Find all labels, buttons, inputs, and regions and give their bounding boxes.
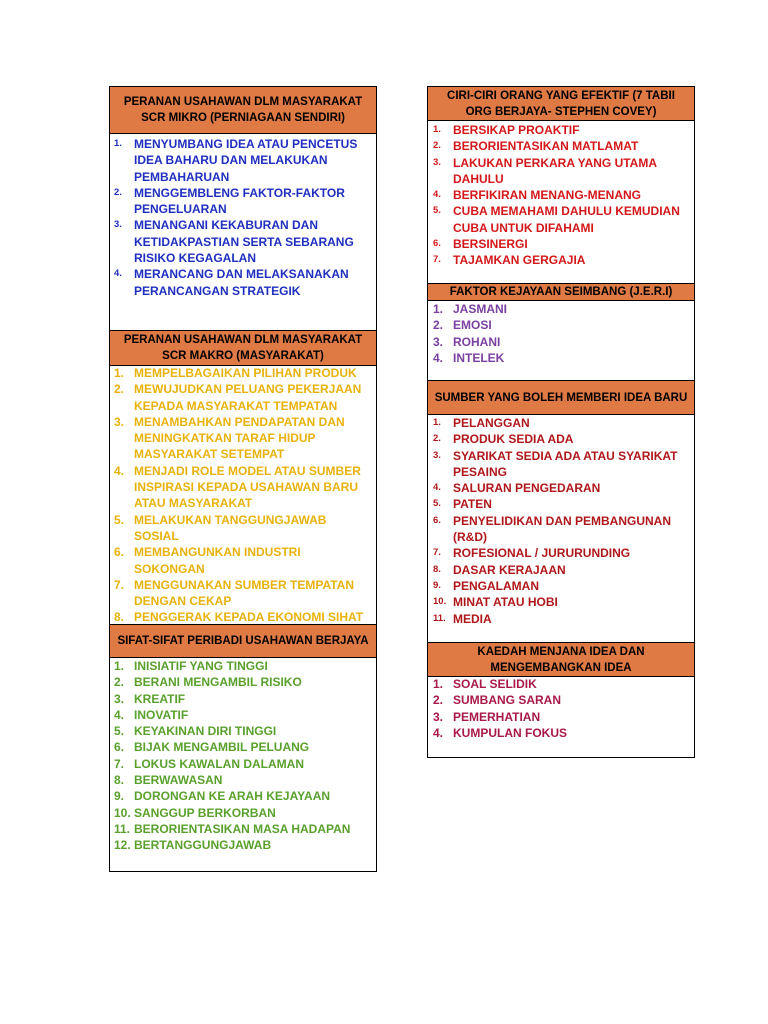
list-item-number: 10. [433, 596, 447, 608]
kaedah-section-title: KAEDAH MENJANA IDEA DAN MENGEMBANGKAN IDEA [477, 645, 645, 674]
sumber-section-title: SUMBER YANG BOLEH MEMBERI IDEA BARU [434, 391, 688, 404]
list-item [114, 772, 372, 788]
list-item [114, 365, 372, 381]
list-item-number: 3. [114, 691, 125, 706]
list-item [114, 136, 372, 185]
list-item-text: BERORIENTASIKAN MATLAMAT [453, 139, 639, 154]
list-item [433, 725, 691, 741]
list-item-number: 7. [433, 254, 441, 266]
list-item-text: BERTANGGUNGJAWAB [134, 838, 272, 853]
list-item-text: INTELEK [453, 350, 505, 365]
makro-section-header [109, 330, 377, 366]
mikro-list [114, 136, 372, 299]
mikro-section-header [109, 86, 377, 134]
list-item-text: CUBA MEMAHAMI DAHULU KEMUDIAN CUBA UNTUK DIFAHAMI [453, 204, 680, 235]
makro-section-title: PERANAN USAHAWAN DLM MASYARAKAT SCR MAKRO (MASYARAKAT) [123, 334, 363, 362]
list-item-text: INOVATIF [134, 707, 189, 722]
list-item-text: TAJAMKAN GERGAJIA [453, 253, 586, 268]
list-item-text: PENYELIDIKAN DAN PEMBANGUNAN (R&D) [453, 513, 672, 545]
list-item-number: 4. [114, 268, 122, 280]
list-item-text: BERORIENTASIKAN MASA HADAPAN [134, 821, 351, 836]
list-item [433, 676, 691, 692]
list-item-number: 9. [114, 789, 125, 804]
list-item [433, 594, 691, 610]
list-item-text: PEMERHATIAN [453, 709, 541, 724]
list-item-text: SUMBANG SARAN [453, 693, 561, 708]
list-item [433, 709, 691, 725]
faktor-section-header [427, 283, 695, 301]
list-item-number: 4. [114, 707, 125, 722]
list-item-number: 8. [114, 773, 125, 788]
list-item [114, 544, 372, 577]
makro-list [114, 365, 372, 626]
list-item-text: BERSINERGI [453, 237, 528, 252]
list-item-number: 4. [433, 725, 444, 740]
list-item-text: MENJADI ROLE MODEL ATAU SUMBER INSPIRASI KEPADA USAHAWAN BARU ATAU MASYARAKAT [134, 463, 361, 511]
list-item-number: 7. [114, 577, 125, 592]
list-item-number: 3. [433, 449, 441, 461]
list-item [433, 513, 691, 546]
list-item [114, 512, 372, 545]
list-item-text: MEDIA [453, 611, 492, 626]
list-item [114, 739, 372, 755]
list-item [114, 217, 372, 266]
list-item-text: INISIATIF YANG TINGGI [134, 659, 268, 673]
list-item [114, 691, 372, 707]
list-item-text: DORONGAN KE ARAH KEJAYAAN [134, 789, 331, 804]
list-item-number: 4. [433, 482, 441, 494]
list-item-number: 1. [433, 302, 444, 316]
list-item-number: 1. [114, 366, 125, 380]
list-item-number: 5. [433, 205, 441, 217]
list-item [114, 266, 372, 299]
list-item-number: 2. [433, 318, 444, 333]
sifat-section-header [109, 624, 377, 658]
list-item [433, 138, 691, 154]
list-item-text: PENGALAMAN [453, 578, 539, 593]
list-item-text: MENGGEMBLENG FAKTOR-FAKTOR PENGELUARAN [134, 185, 345, 217]
list-item-number: 12. [114, 838, 131, 853]
list-item-number: 10. [114, 805, 131, 820]
list-item [114, 577, 372, 610]
list-item [433, 236, 691, 252]
list-item [433, 611, 691, 627]
list-item-number: 2. [114, 382, 125, 397]
list-item-number: 3. [114, 414, 125, 429]
list-item [433, 155, 691, 188]
list-item [114, 805, 372, 821]
list-item [114, 707, 372, 723]
list-item-text: PENGGERAK KEPADA EKONOMI SIHAT [134, 610, 364, 625]
list-item-number: 4. [114, 463, 125, 478]
list-item-text: MEWUJUDKAN PELUANG PEKERJAAN KEPADA MASYARAKAT TEMPATAN [134, 382, 362, 413]
list-item-number: 3. [433, 334, 444, 349]
list-item-number: 3. [433, 156, 441, 168]
list-item-text: BERWAWASAN [134, 773, 223, 788]
list-item [433, 496, 691, 512]
list-item-number: 6. [114, 545, 125, 560]
list-item-number: 2. [433, 433, 441, 445]
list-item-text: EMOSI [453, 318, 492, 333]
list-item [433, 562, 691, 578]
sumber-section-header [427, 380, 695, 415]
list-item [433, 480, 691, 496]
faktor-section-title: FAKTOR KEJAYAAN SEIMBANG (J.E.R.I) [449, 286, 673, 298]
list-item-number: 5. [433, 498, 441, 510]
list-item [114, 821, 372, 837]
list-item-text: SYARIKAT SEDIA ADA ATAU SYARIKAT PESAING [453, 448, 678, 479]
list-item [433, 122, 691, 138]
kaedah-list [433, 676, 691, 741]
list-item [433, 301, 691, 317]
list-item-text: BERSIKAP PROAKTIF [453, 123, 580, 137]
list-item [114, 756, 372, 772]
list-item-number: 6. [433, 514, 441, 526]
list-item-text: PELANGGAN [453, 416, 530, 430]
list-item-text: LOKUS KAWALAN DALAMAN [134, 756, 304, 771]
list-item-number: 5. [114, 724, 125, 739]
list-item [114, 658, 372, 674]
list-item-text: BERANI MENGAMBIL RISIKO [134, 675, 302, 690]
list-item [433, 692, 691, 708]
list-item-number: 4. [433, 350, 444, 365]
sifat-list [114, 658, 372, 854]
list-item-text: BERFIKIRAN MENANG-MENANG [453, 188, 641, 203]
list-item-number: 8. [114, 610, 125, 625]
ciri-section-title: CIRI-CIRI ORANG YANG EFEKTIF (7 TABII ORG BERJAYA- STEPHEN COVEY) [447, 89, 675, 118]
ciri-list [433, 122, 691, 269]
list-item-text: MINAT ATAU HOBI [453, 595, 558, 610]
list-item-number: 4. [433, 189, 441, 201]
list-item-text: PATEN [453, 497, 492, 512]
list-item-number: 1. [114, 138, 122, 149]
list-item-number: 2. [114, 675, 125, 690]
list-item [433, 545, 691, 561]
list-item-text: SOAL SELIDIK [453, 677, 537, 691]
list-item-number: 1. [433, 417, 441, 428]
list-item [433, 252, 691, 268]
list-item-text: DASAR KERAJAAN [453, 562, 566, 577]
list-item-number: 1. [433, 124, 441, 135]
list-item-number: 9. [433, 579, 441, 591]
list-item-number: 11. [114, 821, 131, 836]
ciri-section-header [427, 86, 695, 121]
list-item-number: 8. [433, 563, 441, 575]
list-item-text: MENGGUNAKAN SUMBER TEMPATAN DENGAN CEKAP [134, 577, 354, 609]
list-item [433, 317, 691, 333]
list-item-text: ROHANI [453, 334, 501, 349]
list-item [114, 463, 372, 512]
list-item-text: MENYUMBANG IDEA ATAU PENCETUS IDEA BAHARU DAN MELAKUKAN PEMBAHARUAN [134, 137, 358, 184]
list-item-text: KUMPULAN FOKUS [453, 725, 567, 740]
list-item-text: LAKUKAN PERKARA YANG UTAMA DAHULU [453, 155, 657, 186]
list-item-number: 3. [433, 709, 444, 724]
list-item-number: 2. [433, 140, 441, 152]
list-item-text: BIJAK MENGAMBIL PELUANG [134, 740, 310, 755]
list-item [433, 448, 691, 481]
list-item-number: 6. [114, 740, 125, 755]
list-item [114, 837, 372, 853]
list-item-text: SALURAN PENGEDARAN [453, 481, 601, 496]
list-item [433, 203, 691, 236]
list-item-number: 1. [433, 677, 444, 691]
faktor-list [433, 301, 691, 366]
list-item-number: 2. [114, 186, 122, 198]
list-item-number: 3. [114, 219, 122, 231]
list-item [114, 788, 372, 804]
list-item-text: MEMPELBAGAIKAN PILIHAN PRODUK [134, 366, 357, 380]
list-item [114, 723, 372, 739]
list-item-number: 11. [433, 612, 446, 624]
list-item [433, 187, 691, 203]
list-item-number: 2. [433, 693, 444, 708]
list-item-number: 7. [114, 756, 125, 771]
list-item-text: MERANCANG DAN MELAKSANAKAN PERANCANGAN STRATEGIK [134, 267, 349, 298]
list-item-text: MENANGANI KEKABURAN DAN KETIDAKPASTIAN SERTA SEBARANG RISIKO KEGAGALAN [134, 218, 354, 266]
sifat-section-title: SIFAT-SIFAT PERIBADI USAHAWAN BERJAYA [117, 635, 369, 647]
list-item [433, 415, 691, 431]
list-item-text: KEYAKINAN DIRI TINGGI [134, 724, 277, 739]
sumber-list [433, 415, 691, 627]
list-item-text: MEMBANGUNKAN INDUSTRI SOKONGAN [134, 545, 301, 576]
list-item [114, 414, 372, 463]
list-item-text: ROFESIONAL / JURURUNDING [453, 546, 631, 561]
list-item [114, 674, 372, 690]
list-item [114, 381, 372, 414]
list-item [433, 578, 691, 594]
list-item-number: 7. [433, 547, 441, 559]
list-item-number: 5. [114, 512, 125, 527]
list-item [433, 431, 691, 447]
mikro-section-title: PERANAN USAHAWAN DLM MASYARAKAT SCR MIKRO (PERNIAGAAN SENDIRI) [123, 96, 363, 124]
list-item [433, 334, 691, 350]
list-item-text: JASMANI [453, 302, 508, 316]
list-item [433, 350, 691, 366]
list-item-text: KREATIF [134, 691, 186, 706]
list-item [114, 185, 372, 218]
list-item-text: PRODUK SEDIA ADA [453, 432, 574, 447]
list-item-text: MELAKUKAN TANGGUNGJAWAB SOSIAL [134, 512, 327, 543]
list-item-number: 6. [433, 238, 441, 250]
list-item-text: MENAMBAHKAN PENDAPATAN DAN MENINGKATKAN TARAF HIDUP MASYARAKAT SETEMPAT [134, 414, 345, 462]
list-item-number: 1. [114, 659, 125, 673]
kaedah-section-header [427, 642, 695, 677]
list-item-text: SANGGUP BERKORBAN [134, 805, 276, 820]
